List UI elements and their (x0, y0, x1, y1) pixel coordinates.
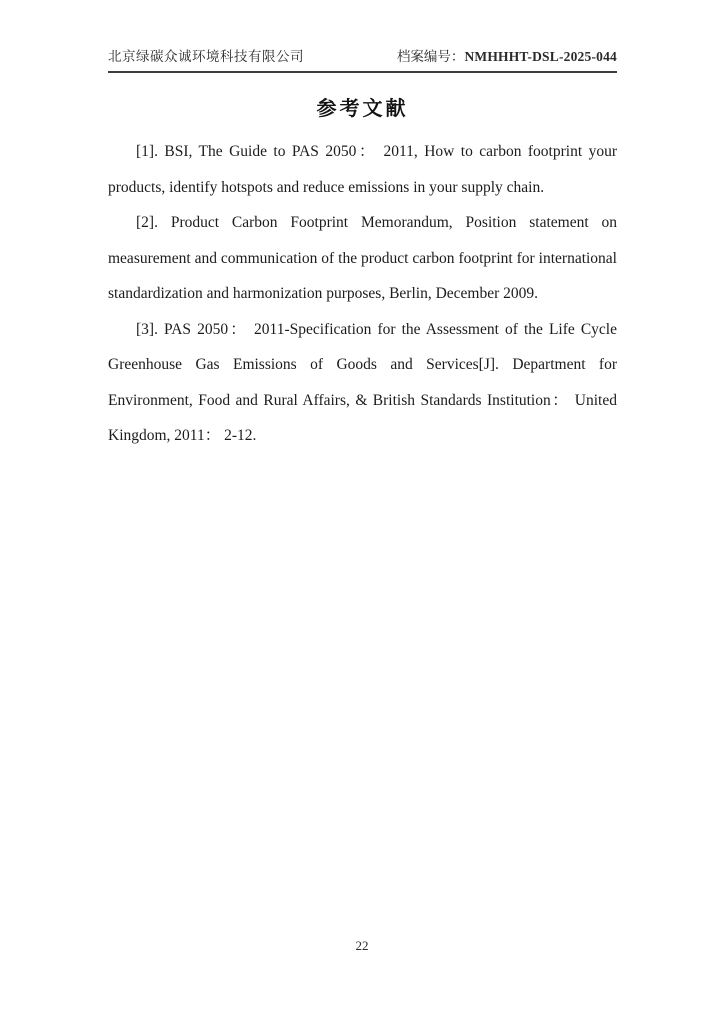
page-number: 22 (355, 938, 369, 953)
reference-item: [2]. Product Carbon Footprint Memorandum, Position statement on measurement and communication of the product carbon footprint for international standardization and harmonization purposes, Berlin, December 2009. (108, 214, 617, 302)
reference-item: [3]. PAS 2050： 2011-Specification for the Assessment of the Life Cycle Greenhouse Gas Emissions of Goods and Services[J]. Department for Environment, Food and Rural Affairs, & British Standards Institution： United Kingdom, 2011： 2-12. (108, 320, 617, 444)
doc-number-code: NMHHHT-DSL-2025-044 (464, 49, 617, 64)
page-title: 参考文献 (316, 98, 409, 120)
doc-number-label: 档案编号： (396, 49, 465, 64)
company-name: 北京绿碳众诚环境科技有限公司 (108, 49, 304, 64)
page-footer (0, 938, 724, 954)
page-header (108, 0, 617, 73)
doc-number (397, 48, 617, 66)
reference-item: [1]. BSI, The Guide to PAS 2050： 2011, How to carbon footprint your products, identify hotspots and reduce emissions in your supply chain. (108, 143, 617, 196)
references-section (108, 134, 617, 454)
